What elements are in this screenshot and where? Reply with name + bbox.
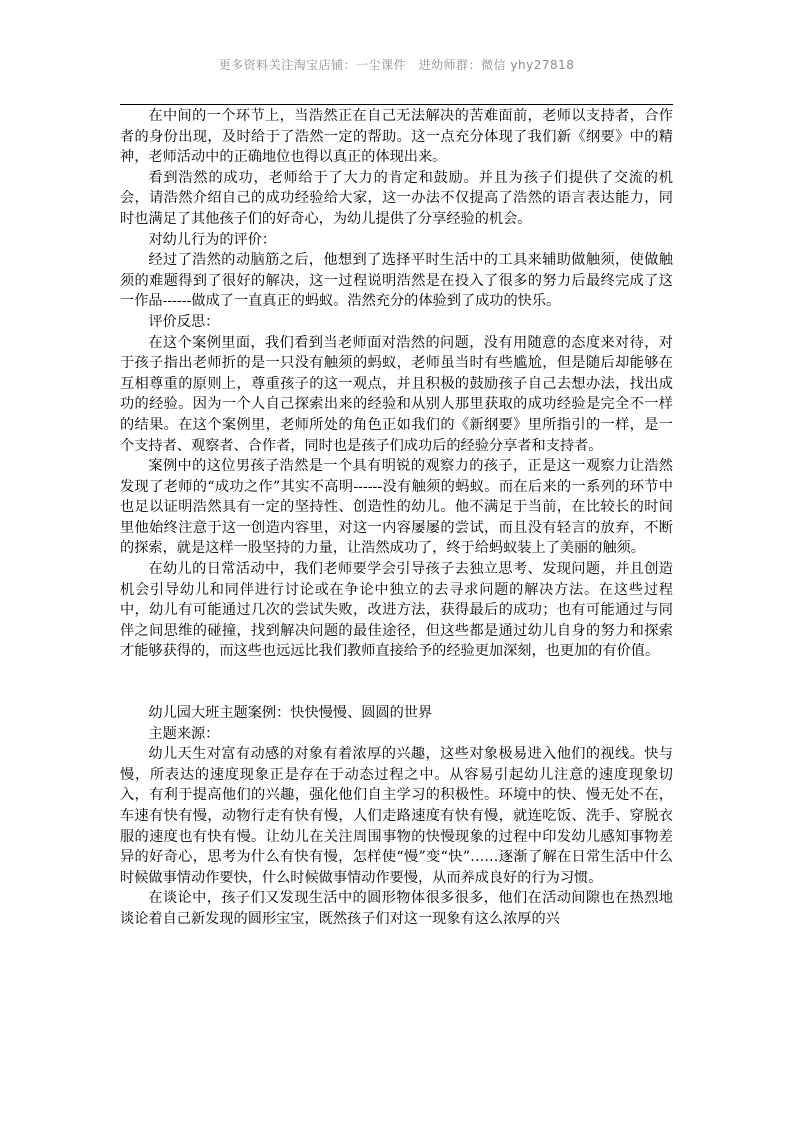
paragraph-2: 看到浩然的成功，老师给于了大力的肯定和鼓励。并且为孩子们提供了交流的机会，请浩然介绍自己的成功经验给大家，这一办法不仅提高了浩然的语言表达能力，同时也满足了其他孩子们的好奇心，为幼儿提供了分享经验的机会。	[120, 169, 673, 227]
page-header-watermark: 更多资料关注淘宝店铺：一尘课件 进幼师群：微信 yhy27818	[218, 58, 575, 72]
paragraph-4: 经过了浩然的动脑筋之后，他想到了选择平时生活中的工具来辅助做触须，使做触须的难题得到了很好的解决，这一过程说明浩然是在投入了很多的努力后最终完成了这一作品------做成了一直真正的蚂蚁。浩然充分的体验到了成功的快乐。	[120, 252, 673, 310]
paragraph-5: 评价反思：	[148, 313, 220, 330]
subheading-theme-source: 主题来源：	[148, 725, 220, 742]
header-divider	[120, 104, 673, 105]
section-title: 幼儿园大班主题案例：快快慢慢、圆圆的世界	[148, 705, 433, 722]
document-body	[120, 106, 673, 930]
paragraph-3: 对幼儿行为的评价：	[148, 231, 277, 248]
paragraph-7: 案例中的这位男孩子浩然是一个具有明锐的观察力的孩子，正是这一观察力让浩然发现了老师的“成功之作”其实不高明------没有触须的蚂蚁。而在后来的一系列的环节中也足以证明浩然具有一定的坚持性、创造性的幼儿。他不满足于当前，在比较长的时间里他始终注意于这一创造内容里，对这一内容屡屡的尝试，而且没有轻言的放弃，不断的探索，就是这样一股坚持的力量，让浩然成功了，终于给蚂蚁装上了美丽的触须。	[120, 458, 673, 557]
paragraph-9: 幼儿天生对富有动感的对象有着浓厚的兴趣，这些对象极易进入他们的视线。快与慢，所表达的速度现象正是存在于动态过程之中。从容易引起幼儿注意的速度现象切入，有利于提高他们的兴趣，强化他们自主学习的积极性。环境中的快、慢无处不在，车速有快有慢，动物行走有快有慢，人们走路速度有快有慢，就连吃饭、洗手、穿脱衣服的速度也有快有慢。让幼儿在关注周围事物的快慢现象的过程中印发幼儿感知事物差异的好奇心，思考为什么有快有慢，怎样使“慢”变“快”……逐渐了解在日常生活中什么时候做事情动作要快，什么时候做事情动作要慢，从而养成良好的行为习惯。	[120, 746, 673, 886]
paragraph-8: 在幼儿的日常活动中，我们老师要学会引导孩子去独立思考、发现问题，并且创造机会引导幼儿和同伴进行讨论或在争论中独立的去寻求问题的解决方法。在这些过程中，幼儿有可能通过几次的尝试失败，改进方法，获得最后的成功；也有可能通过与同伴之间思维的碰撞，找到解决问题的最佳途径，但这些都是通过幼儿自身的努力和探索才能够获得的，而这些也远远比我们教师直接给予的经验更加深刻，也更加的有价值。	[120, 561, 673, 660]
paragraph-6: 在这个案例里面，我们看到当老师面对浩然的问题，没有用随意的态度来对待，对于孩子指出老师折的是一只没有触须的蚂蚁，老师虽当时有些尴尬，但是随后却能够在互相尊重的原则上，尊重孩子的这一观点，并且积极的鼓励孩子自己去想办法，找出成功的经验。因为一个人自己探索出来的经验和从别人那里获取的成功经验是完全不一样的结果。在这个案例里，老师所处的角色正如我们的《新纲要》里所指引的一样，是一个支持者、观察者、合作者，同时也是孩子们成功后的经验分享者和支持者。	[120, 334, 673, 454]
paragraph-1: 在中间的一个环节上，当浩然正在自己无法解决的苦难面前，老师以支持者，合作者的身份出现，及时给于了浩然一定的帮助。这一点充分体现了我们新《纲要》中的精神，老师活动中的正确地位也得以真正的体现出来。	[120, 108, 673, 166]
paragraph-10: 在谈论中，孩子们又发现生活中的圆形物体很多很多，他们在活动间隙也在热烈地谈论着自己新发现的圆形宝宝，既然孩子们对这一现象有这么浓厚的兴	[120, 890, 673, 927]
